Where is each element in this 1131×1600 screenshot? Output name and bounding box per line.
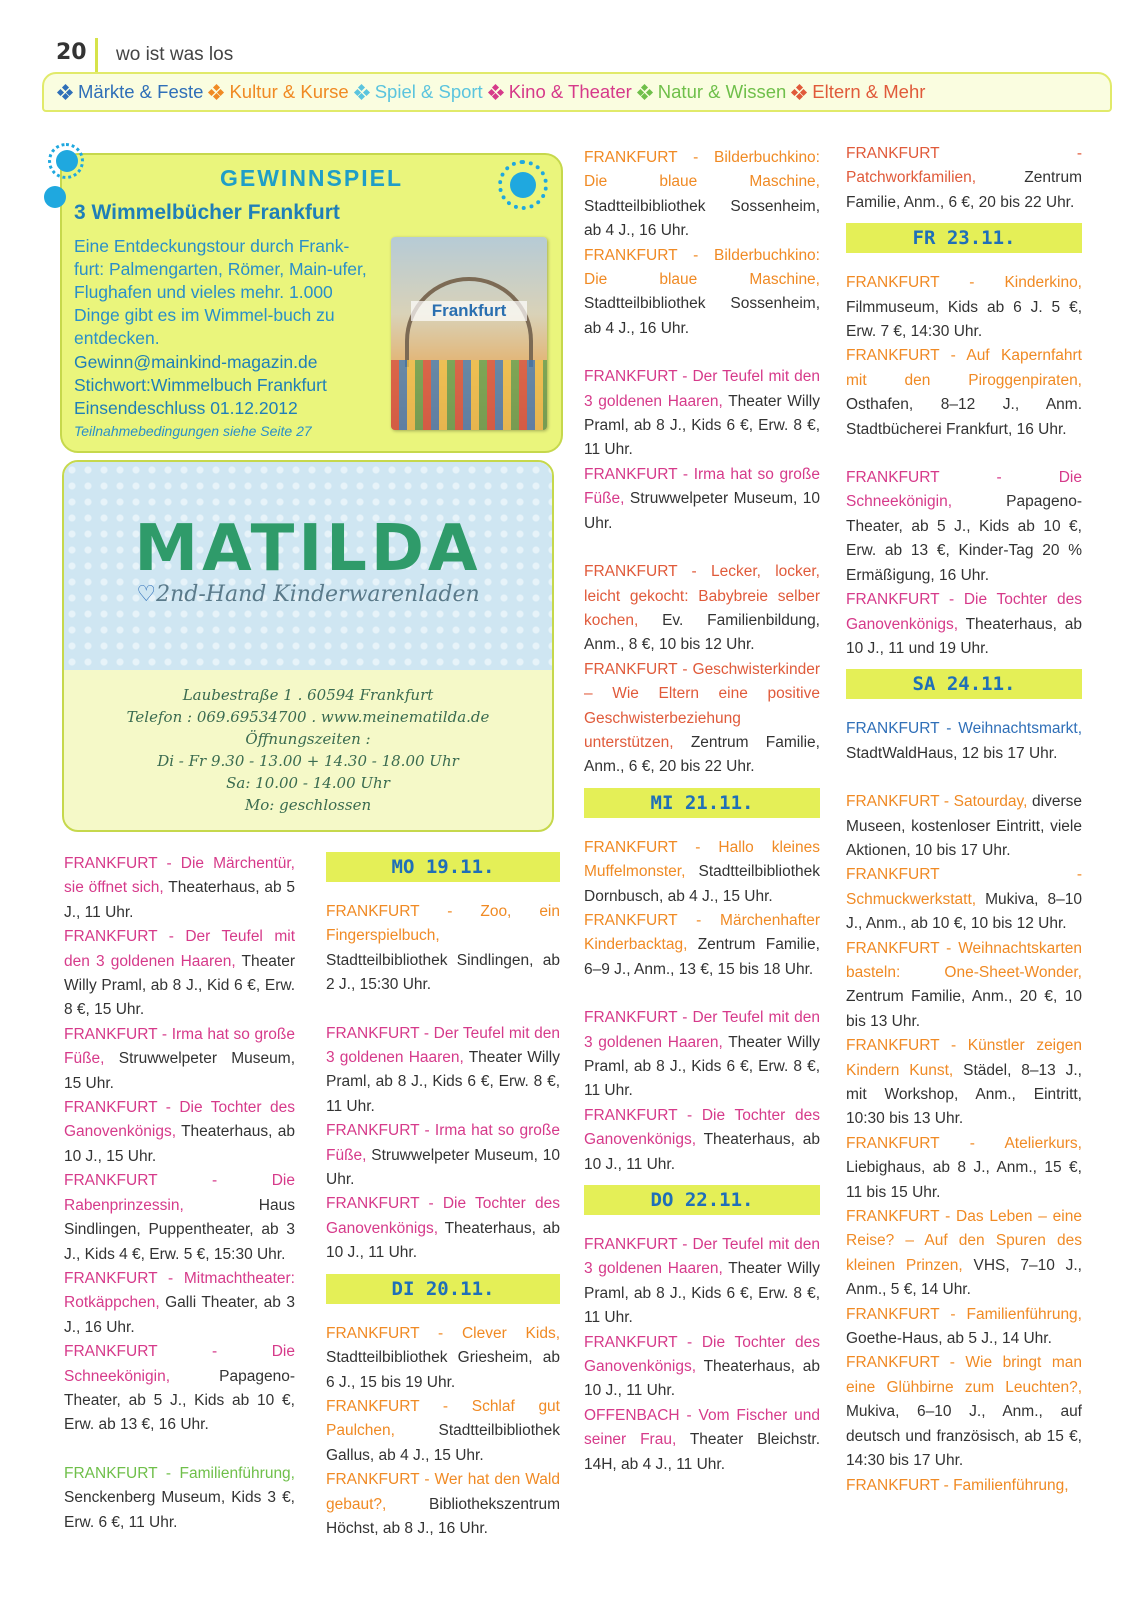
- event-listing: [584, 1331, 820, 1404]
- event-column-1: [64, 852, 295, 1535]
- event-details: Stadtteilbibliothek Griesheim, ab 6 J., 15 bis 19 Uhr.: [326, 1349, 560, 1391]
- matilda-hours-week: Di - Fr 9.30 - 13.00 + 14.30 - 18.00 Uhr: [157, 752, 459, 770]
- event-title: FRANKFURT - Satourday,: [846, 793, 1028, 811]
- event-details: Theaterhaus, ab 10 J., 15 Uhr.: [64, 1123, 295, 1165]
- decorative-dot-icon: [44, 186, 66, 208]
- event-details: Theaterhaus, ab 5 J., 11 Uhr.: [64, 879, 295, 921]
- event-details: Theater Bleichstr. 14H, ab 4 J., 11 Uhr.: [584, 1431, 821, 1473]
- event-details: Zentrum Familie, Anm., 6 €, 20 bis 22 Uhr.: [846, 169, 1082, 211]
- event-listing: [584, 365, 820, 463]
- category-label: Kultur & Kurse: [229, 81, 349, 102]
- event-title: FRANKFURT - Familienführung,: [846, 1476, 1069, 1494]
- book-cover-title: Frankfurt: [411, 301, 527, 321]
- event-listing: [326, 1022, 560, 1120]
- event-title: FRANKFURT - Künstler zeigen Kindern Kunst,: [846, 1037, 1082, 1079]
- matilda-tagline: [64, 582, 552, 607]
- category-5[interactable]: [638, 81, 787, 103]
- event-listing: [64, 852, 295, 925]
- event-title: OFFENBACH - Vom Fischer und seiner Frau,: [584, 1406, 820, 1449]
- category-3[interactable]: [355, 81, 483, 103]
- event-details: Senckenberg Museum, Kids 3 €, Erw. 6 €, 11 Uhr.: [64, 1489, 295, 1531]
- diamond-icon: [489, 85, 503, 99]
- event-listing: [64, 1267, 295, 1340]
- event-listing: [584, 463, 820, 536]
- event-listing: [326, 1395, 560, 1468]
- event-listing: [846, 271, 1082, 344]
- event-title: FRANKFURT - Lecker, locker, leicht gekocht: Babybreie selber kochen,: [584, 563, 820, 629]
- event-listing: [584, 909, 820, 982]
- event-details: Ev. Familienbildung, Anm., 8 €, 10 bis 12 Uhr.: [584, 611, 820, 654]
- event-details: Mukiva, 6–10 J., Anm., auf deutsch und französisch, ab 15 €, 14:30 bis 17 Uhr.: [846, 1403, 1082, 1470]
- event-details: diverse Museen, kostenloser Eintritt, viele Aktionen, 10 bis 17 Uhr.: [846, 793, 1082, 859]
- event-listing: [326, 900, 560, 998]
- event-details: Theater Willy Praml, ab 8 J., Kids 6 €, Erw. 8 €, 11 Uhr.: [326, 1049, 560, 1115]
- gewinnspiel-contact: [74, 351, 384, 420]
- event-title: FRANKFURT - Die Rabenprinzessin,: [64, 1172, 295, 1214]
- event-title: FRANKFURT - Patchworkfamilien,: [846, 145, 1082, 187]
- book-cover-crowd: [391, 360, 547, 430]
- category-label: Spiel & Sport: [374, 81, 483, 102]
- event-details: Theater Willy Praml, ab 8 J., Kids 6 €, Erw. 8 €, 11 Uhr.: [584, 1033, 820, 1100]
- event-title: FRANKFURT - Bilderbuchkino: Die blaue Maschine,: [584, 246, 820, 289]
- day-header: DI 20.11.: [326, 1274, 560, 1304]
- event-title: FRANKFURT - Die Tochter des Ganovenkönigs,: [326, 1195, 560, 1237]
- event-details: Zentrum Familie, Anm., 6 €, 20 bis 22 Uhr.: [584, 733, 820, 776]
- event-listing: [326, 1468, 560, 1541]
- event-listing: [584, 560, 820, 658]
- event-title: FRANKFURT - Der Teufel mit den 3 goldenen Haaren,: [64, 928, 295, 970]
- event-details: Theater Willy Praml, ab 8 J., Kid 6 €, Erw. 8 €, 15 Uhr.: [64, 952, 295, 1019]
- event-details: Zentrum Familie, 6–9 J., Anm., 13 €, 15 bis 18 Uhr.: [584, 936, 820, 978]
- diamond-icon: [58, 85, 72, 99]
- gewinnspiel-deadline: Einsendeschluss 01.12.2012: [74, 398, 298, 418]
- event-title: FRANKFURT - Zoo, ein Fingerspielbuch,: [326, 903, 560, 945]
- gewinnspiel-stichwort: Stichwort:Wimmelbuch Frankfurt: [74, 375, 327, 395]
- event-details: Theater Willy Praml, ab 8 J., Kids 6 €, Erw. 8 €, 11 Uhr.: [584, 1260, 820, 1327]
- matilda-hours-sat: Sa: 10.00 - 14.00 Uhr: [226, 774, 390, 792]
- event-title: FRANKFURT - Das Leben – eine Reise? – Auf den Spuren des kleinen Prinzen,: [846, 1208, 1082, 1274]
- day-header: MI 21.11.: [584, 788, 820, 818]
- event-title: FRANKFURT - Der Teufel mit den 3 goldenen Haaren,: [326, 1024, 560, 1067]
- category-4[interactable]: [489, 81, 632, 103]
- event-title: FRANKFURT - Mitmachtheater: Rotkäppchen,: [64, 1269, 295, 1312]
- event-details: Liebighaus, ab 8 J., Anm., 15 €, 11 bis 15 Uhr.: [846, 1159, 1082, 1201]
- event-listing: [64, 1462, 295, 1535]
- decorative-dot-ring-icon: [498, 160, 548, 210]
- event-listing: [584, 146, 820, 244]
- event-details: Stadtteilbibliothek Sindlingen, ab 2 J., 15:30 Uhr.: [326, 951, 560, 994]
- diamond-icon: [792, 85, 806, 99]
- event-listing: [584, 244, 820, 342]
- event-details: Theater Willy Praml, ab 8 J., Kids 6 €, Erw. 8 €, 11 Uhr.: [584, 392, 820, 459]
- event-details: Galli Theater, ab 3 J., 16 Uhr.: [64, 1294, 295, 1336]
- event-title: FRANKFURT - Märchenhafter Kinderbacktag,: [584, 911, 820, 954]
- category-1[interactable]: [58, 81, 203, 103]
- event-listing: [64, 925, 295, 1023]
- event-details: Bibliothekszentrum Höchst, ab 8 J., 16 Uhr.: [326, 1495, 560, 1537]
- event-details: Stadtteilbibliothek Sossenheim, ab 4 J., 16 Uhr.: [584, 197, 820, 240]
- event-details: Papageno-Theater, ab 5 J., Kids ab 10 €, Erw. ab 13 €, 16 Uhr.: [64, 1367, 295, 1434]
- event-details: Theaterhaus, ab 10 J., 11 Uhr.: [584, 1131, 820, 1173]
- event-title: FRANKFURT - Atelierkurs,: [846, 1134, 1082, 1152]
- event-listing: [846, 1474, 1082, 1498]
- event-listing: [846, 717, 1082, 766]
- book-cover-arch: [405, 277, 533, 367]
- event-details: Osthafen, 8–12 J., Anm. Stadtbücherei Frankfurt, 16 Uhr.: [846, 396, 1082, 438]
- diamond-icon: [638, 85, 652, 99]
- event-listing: [846, 588, 1082, 661]
- matilda-address: Laubestraße 1 . 60594 Frankfurt: [182, 686, 434, 704]
- event-title: FRANKFURT - Die Tochter des Ganovenkönigs,: [64, 1099, 295, 1141]
- category-label: Natur & Wissen: [657, 81, 787, 102]
- event-listing: [584, 1006, 820, 1104]
- event-listing: [584, 836, 820, 909]
- event-title: FRANKFURT - Familienführung,: [846, 1305, 1082, 1323]
- event-details: Städel, 8–13 J., mit Workshop, Anm., Eintritt, 10:30 bis 13 Uhr.: [846, 1061, 1082, 1128]
- event-title: FRANKFURT - Der Teufel mit den 3 goldenen Haaren,: [584, 1009, 820, 1051]
- event-column-3: [584, 146, 820, 1477]
- event-listing: [846, 790, 1082, 863]
- matilda-hours-mon: Mo: geschlossen: [244, 796, 372, 814]
- event-title: FRANKFURT - Clever Kids,: [326, 1324, 560, 1342]
- gewinnspiel-email[interactable]: Gewinn@mainkind-magazin.de: [74, 352, 318, 372]
- event-title: FRANKFURT - Familienführung,: [64, 1464, 295, 1482]
- event-title: FRANKFURT - Irma hat so große Füße,: [584, 465, 820, 508]
- event-title: FRANKFURT - Weihnachtsmarkt,: [846, 720, 1082, 738]
- event-details: Theaterhaus, ab 10 J., 11 Uhr.: [584, 1358, 820, 1400]
- event-title: FRANKFURT - Schlaf gut Paulchen,: [326, 1397, 560, 1440]
- event-details: Zentrum Familie, Anm., 20 €, 10 bis 13 Uhr.: [846, 988, 1082, 1030]
- event-listing: [64, 1096, 295, 1169]
- event-listing: [64, 1023, 295, 1096]
- event-listing: [846, 1034, 1082, 1132]
- category-label: Eltern & Mehr: [812, 81, 926, 102]
- diamond-icon: [209, 85, 223, 99]
- event-details: Papageno-Theater, ab 5 J., Kids ab 10 €, Erw. ab 13 €, Kinder-Tag 20 % Ermäßigung, 16 Uhr.: [846, 493, 1082, 584]
- event-title: FRANKFURT - Die Tochter des Ganovenkönigs,: [584, 1106, 820, 1149]
- event-title: FRANKFURT - Die Märchentür, sie öffnet sich,: [64, 855, 295, 897]
- event-column-2: [326, 844, 560, 1541]
- gewinnspiel-title: GEWINNSPIEL: [219, 165, 403, 191]
- event-listing: [846, 937, 1082, 1035]
- event-details: Haus Sindlingen, Puppentheater, ab 3 J., Kids 4 €, Erw. 5 €, 15:30 Uhr.: [64, 1196, 295, 1263]
- event-listing: [326, 1119, 560, 1192]
- event-title: FRANKFURT - Die Schneekönigin,: [846, 469, 1082, 511]
- event-listing: [584, 658, 820, 780]
- gewinnspiel-headline: 3 Wimmelbücher Frankfurt: [74, 201, 340, 224]
- gewinnspiel-terms: Teilnahmebedingungen siehe Seite 27: [74, 423, 312, 439]
- event-title: FRANKFURT - Geschwisterkinder – Wie Eltern eine positive Geschwisterbeziehung unterstützen,: [584, 660, 820, 751]
- matilda-contact: [64, 684, 552, 816]
- page-number: 20: [56, 40, 87, 65]
- event-listing: [846, 142, 1082, 215]
- event-title: FRANKFURT - Irma hat so große Füße,: [64, 1025, 295, 1068]
- event-listing: [64, 1169, 295, 1267]
- event-listing: [846, 1303, 1082, 1352]
- event-details: Filmmuseum, Kids ab 6 J. 5 €, Erw. 7 €, 14:30 Uhr.: [846, 298, 1082, 341]
- event-title: FRANKFURT - Die Schneekönigin,: [64, 1343, 295, 1385]
- event-details: Struwwelpeter Museum, 15 Uhr.: [64, 1050, 295, 1092]
- day-header: DO 22.11.: [584, 1185, 820, 1215]
- event-details: Stadtteilbibliothek Dornbusch, ab 4 J., 15 Uhr.: [584, 863, 820, 905]
- event-title: FRANKFURT - Wer hat den Wald gebaut?,: [326, 1471, 560, 1513]
- event-details: StadtWaldHaus, 12 bis 17 Uhr.: [846, 744, 1058, 762]
- page-number-divider: [95, 38, 98, 72]
- event-listing: [846, 1132, 1082, 1205]
- event-title: FRANKFURT - Hallo kleines Muffelmonster,: [584, 838, 820, 881]
- diamond-icon: [355, 85, 369, 99]
- event-details: Theaterhaus, ab 10 J., 11 Uhr.: [326, 1219, 560, 1262]
- gewinnspiel-box: [60, 153, 563, 453]
- event-title: FRANKFURT - Bilderbuchkino: Die blaue Maschine,: [584, 149, 820, 191]
- event-title: FRANKFURT - Weihnachtskarten basteln: One-Sheet-Wonder,: [846, 939, 1082, 981]
- heart-icon: ♡: [136, 582, 157, 607]
- event-listing: [846, 863, 1082, 936]
- event-details: Struwwelpeter Museum, 10 Uhr.: [584, 490, 820, 532]
- category-6[interactable]: [792, 81, 925, 103]
- category-bar: [42, 72, 1112, 112]
- event-details: Mukiva, 8–10 J., Anm., ab 10 €, 10 bis 12 Uhr.: [846, 890, 1082, 933]
- gewinnspiel-text: Eine Entdeckungstour durch Frank-furt: Palmengarten, Römer, Main-ufer, Flughafen und vieles mehr. 1.000 Dinge gibt es im Wimmel-buch zu entdecken.: [74, 236, 367, 348]
- event-column-4: [846, 142, 1082, 1498]
- event-title: FRANKFURT - Irma hat so große Füße,: [326, 1122, 560, 1164]
- event-details: VHS, 7–10 J., Anm., 5 €, 14 Uhr.: [846, 1256, 1082, 1299]
- event-title: FRANKFURT - Wie bringt man eine Glühbirne zum Leuchten?,: [846, 1354, 1082, 1396]
- event-details: Goethe-Haus, ab 5 J., 14 Uhr.: [846, 1330, 1052, 1348]
- event-details: Stadtteilbibliothek Sossenheim, ab 4 J., 16 Uhr.: [584, 295, 820, 337]
- event-listing: [846, 1351, 1082, 1473]
- event-listing: [846, 466, 1082, 588]
- matilda-advertisement: [62, 460, 554, 832]
- decorative-dot-ring-icon: [48, 143, 84, 179]
- section-title: wo ist was los: [116, 44, 234, 65]
- day-header: FR 23.11.: [846, 223, 1082, 253]
- category-label: Kino & Theater: [508, 81, 632, 102]
- event-details: Theaterhaus, ab 10 J., 11 und 19 Uhr.: [846, 615, 1082, 657]
- matilda-logo: MATILDA: [134, 512, 482, 586]
- event-title: FRANKFURT - Die Tochter des Ganovenkönigs,: [584, 1333, 820, 1376]
- event-title: FRANKFURT - Die Tochter des Ganovenkönigs,: [846, 591, 1082, 633]
- event-listing: [64, 1340, 295, 1438]
- event-title: FRANKFURT - Der Teufel mit den 3 goldenen Haaren,: [584, 368, 820, 410]
- matilda-phone: Telefon : 069.69534700 . www.meinematilda.de: [126, 708, 490, 726]
- event-title: FRANKFURT - Auf Kapernfahrt mit den Piroggenpiraten,: [846, 347, 1082, 389]
- event-listing: [584, 1404, 820, 1477]
- matilda-tagline-text: 2nd-Hand Kinderwarenladen: [156, 582, 480, 607]
- event-details: Stadtteilbibliothek Gallus, ab 4 J., 15 Uhr.: [326, 1422, 560, 1464]
- book-cover-image: [391, 237, 547, 430]
- event-title: FRANKFURT - Schmuckwerkstatt,: [846, 866, 1082, 908]
- event-listing: [584, 1233, 820, 1331]
- matilda-hours-title: Öffnungszeiten :: [245, 730, 371, 748]
- event-listing: [326, 1192, 560, 1265]
- event-details: Struwwelpeter Museum, 10 Uhr.: [326, 1146, 560, 1189]
- day-header: SA 24.11.: [846, 669, 1082, 699]
- category-label: Märkte & Feste: [78, 81, 204, 102]
- event-listing: [326, 1322, 560, 1395]
- category-2[interactable]: [209, 81, 348, 103]
- event-title: FRANKFURT - Der Teufel mit den 3 goldenen Haaren,: [584, 1236, 820, 1278]
- day-header: MO 19.11.: [326, 852, 560, 882]
- event-listing: [846, 1205, 1082, 1303]
- event-listing: [584, 1104, 820, 1177]
- event-title: FRANKFURT - Kinderkino,: [846, 274, 1082, 292]
- event-listing: [846, 344, 1082, 442]
